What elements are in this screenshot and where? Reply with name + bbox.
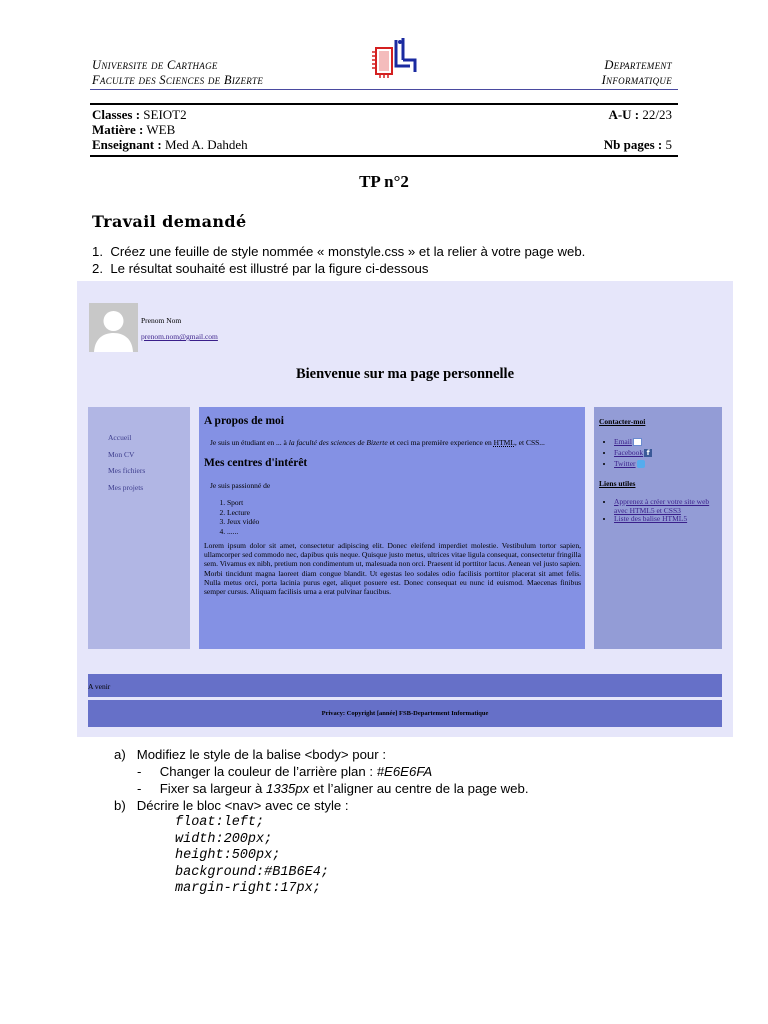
instruction-a-sub1: - Changer la couleur de l’arrière plan : #E6E6FA <box>137 764 433 779</box>
user-silhouette-icon <box>89 303 138 352</box>
footer-text: A venir <box>88 682 111 691</box>
sub1-value: #E6E6FA <box>376 764 433 779</box>
contact-facebook-link[interactable]: Facebook <box>614 448 644 457</box>
nav-item[interactable]: Accueil <box>108 433 132 442</box>
nbpages-label: Nb pages : <box>603 137 663 152</box>
nbpages-value: 5 <box>665 137 672 152</box>
enseignant-label: Enseignant : <box>92 137 162 152</box>
lorem-paragraph: Lorem ipsum dolor sit amet, consectetur adipiscing elit. Donec eleifend imperdiet molestie. Vestibulum tortor sapien, ullamcorper sed commodo nec, dapibus quis neque. Quisque justo metus, ultrices vitae ligula consequat, consectetur fringilla sem. Vivamus ex nibh, pretium non condimentum ut, malesuada non orci. Praesent id porttitor lacus. Aenean vel justo sapien. Morbi tincidunt magna laoreet diam congue blandit. Ut egestas leo sodales odio facilisis porttitor placerat sit amet felis. Nulla metus orci, porta lacinia purus eget, aliquet posuere est. Donec consequat eu nunc id euismod. Maecenas finibus semper cursus. Aliquam facilisis urna a erat pulvinar faucibus. <box>204 541 581 597</box>
matiere-value: WEB <box>146 122 176 137</box>
header-divider <box>90 89 678 90</box>
interests-item: 3. Jeux vidéo <box>227 517 259 527</box>
classes-label: Classes : <box>92 107 141 122</box>
interests-item: 1. Sport <box>227 498 259 508</box>
figure-nav <box>88 407 190 649</box>
figure-aside <box>594 407 722 649</box>
university-line2: Faculte des Sciences de Bizerte <box>92 73 264 87</box>
instruction-a <box>114 746 386 763</box>
about-text: Je suis un étudiant en ... à la faculté des sciences de Bizerte et ceci ma première experience en HTML, et CSS... <box>210 438 545 447</box>
info-bottom-rule <box>90 155 678 157</box>
info-right <box>604 107 672 152</box>
css-line: width:200px; <box>175 831 273 847</box>
interests-item: 2. Lecture <box>227 508 259 518</box>
link-item[interactable]: Apprenez à créer votre site web avec HTML5 et CSS3 <box>614 497 710 515</box>
nav-item[interactable]: Mes projets <box>108 482 144 492</box>
instruction-b-text: Décrire le bloc <nav> avec ce style : <box>136 798 349 813</box>
travail-item-num: 2. <box>92 261 103 276</box>
facebook-icon: f <box>644 449 652 457</box>
travail-item-text: Créez une feuille de style nommée « monstyle.css » et la relier à votre page web. <box>110 244 586 259</box>
css-line: height:500px; <box>175 848 281 863</box>
nav-item[interactable]: Mon CV <box>108 449 135 459</box>
figure-copyright-bar <box>88 700 722 727</box>
link-item[interactable]: Liste des balise HTML5 <box>614 514 688 523</box>
sub1-prefix: Changer la couleur de l’arrière plan : <box>159 764 374 779</box>
instruction-a-sub2: - Fixer sa largeur à 1335px et l’aligner au centre de la page web. <box>137 781 529 796</box>
au-value: 22/23 <box>642 107 672 122</box>
travail-item <box>92 260 585 277</box>
profile-name: Prenom Nom <box>141 316 182 325</box>
matiere-label: Matière : <box>92 122 144 137</box>
sub2-suffix: et l’aligner au centre de la page web. <box>312 781 529 796</box>
enseignant-value: Med A. Dahdeh <box>164 137 248 152</box>
result-figure <box>77 281 733 737</box>
department-line1: Departement <box>604 58 672 72</box>
info-top-rule <box>90 103 678 105</box>
contact-twitter-link[interactable]: Twitter <box>614 459 636 468</box>
department-line2: Informatique <box>601 73 672 87</box>
contact-list <box>614 436 652 469</box>
about-text-mid: et ceci ma première experience en <box>389 438 492 447</box>
university-name <box>92 58 263 88</box>
contact-title: Contacter-moi <box>599 417 646 426</box>
travail-item <box>92 243 585 260</box>
info-left <box>92 107 248 152</box>
sub2-prefix: Fixer sa largeur à <box>159 781 263 796</box>
travail-item-num: 1. <box>92 244 103 259</box>
profile-email-link[interactable]: prenom.nom@gmail.com <box>141 332 218 341</box>
interests-list <box>221 498 259 536</box>
email-icon <box>633 438 642 446</box>
sub2-value: 1335px <box>266 781 310 796</box>
au-label: A-U : <box>608 107 640 122</box>
figure-main <box>199 407 585 649</box>
nav-item[interactable]: Mes fichiers <box>108 466 146 475</box>
instruction-a-text: Modifiez le style de la balise <body> pour : <box>136 747 386 762</box>
links-title: Liens utiles <box>599 479 636 488</box>
copyright-text: Privacy: Copyright [année] FSB-Departement Informatique <box>321 710 489 717</box>
instruction-b <box>114 797 349 814</box>
about-text-before: Je suis un étudiant en ... à <box>210 438 287 447</box>
travail-heading: Travail demandé <box>92 212 247 231</box>
css-line: margin-right:17px; <box>175 881 321 896</box>
interests-item: 4. ...... <box>227 527 259 537</box>
css-line: float:left; <box>175 815 265 830</box>
faculty-logo <box>370 36 418 80</box>
university-line1: Universite de Carthage <box>92 58 218 72</box>
about-text-after: et CSS... <box>518 438 545 447</box>
links-list <box>614 498 724 524</box>
twitter-icon <box>637 460 645 468</box>
figure-page-heading: Bienvenue sur ma page personnelle <box>295 366 515 382</box>
travail-item-text: Le résultat souhaité est illustré par la figure ci-dessous <box>110 261 429 276</box>
css-line: background:#B1B6E4; <box>175 864 329 880</box>
interests-title: Mes centres d'intérêt <box>204 457 308 469</box>
avatar <box>89 303 138 352</box>
department-name <box>602 58 672 88</box>
classes-value: SEIOT2 <box>143 107 187 122</box>
instruction-b-label: b) <box>114 798 126 813</box>
instruction-a-label: a) <box>114 747 126 762</box>
interests-intro: Je suis passionné de <box>210 481 271 490</box>
contact-email-link[interactable]: Email <box>614 437 632 446</box>
page-title: TP n°2 <box>359 172 409 191</box>
about-text-italic: la faculté des sciences de Bizerte <box>288 438 388 447</box>
about-text-html: HTML <box>493 438 515 447</box>
css-code-block <box>175 815 329 898</box>
about-title: A propos de moi <box>204 415 284 427</box>
figure-footer <box>88 674 722 697</box>
travail-list <box>92 243 585 277</box>
